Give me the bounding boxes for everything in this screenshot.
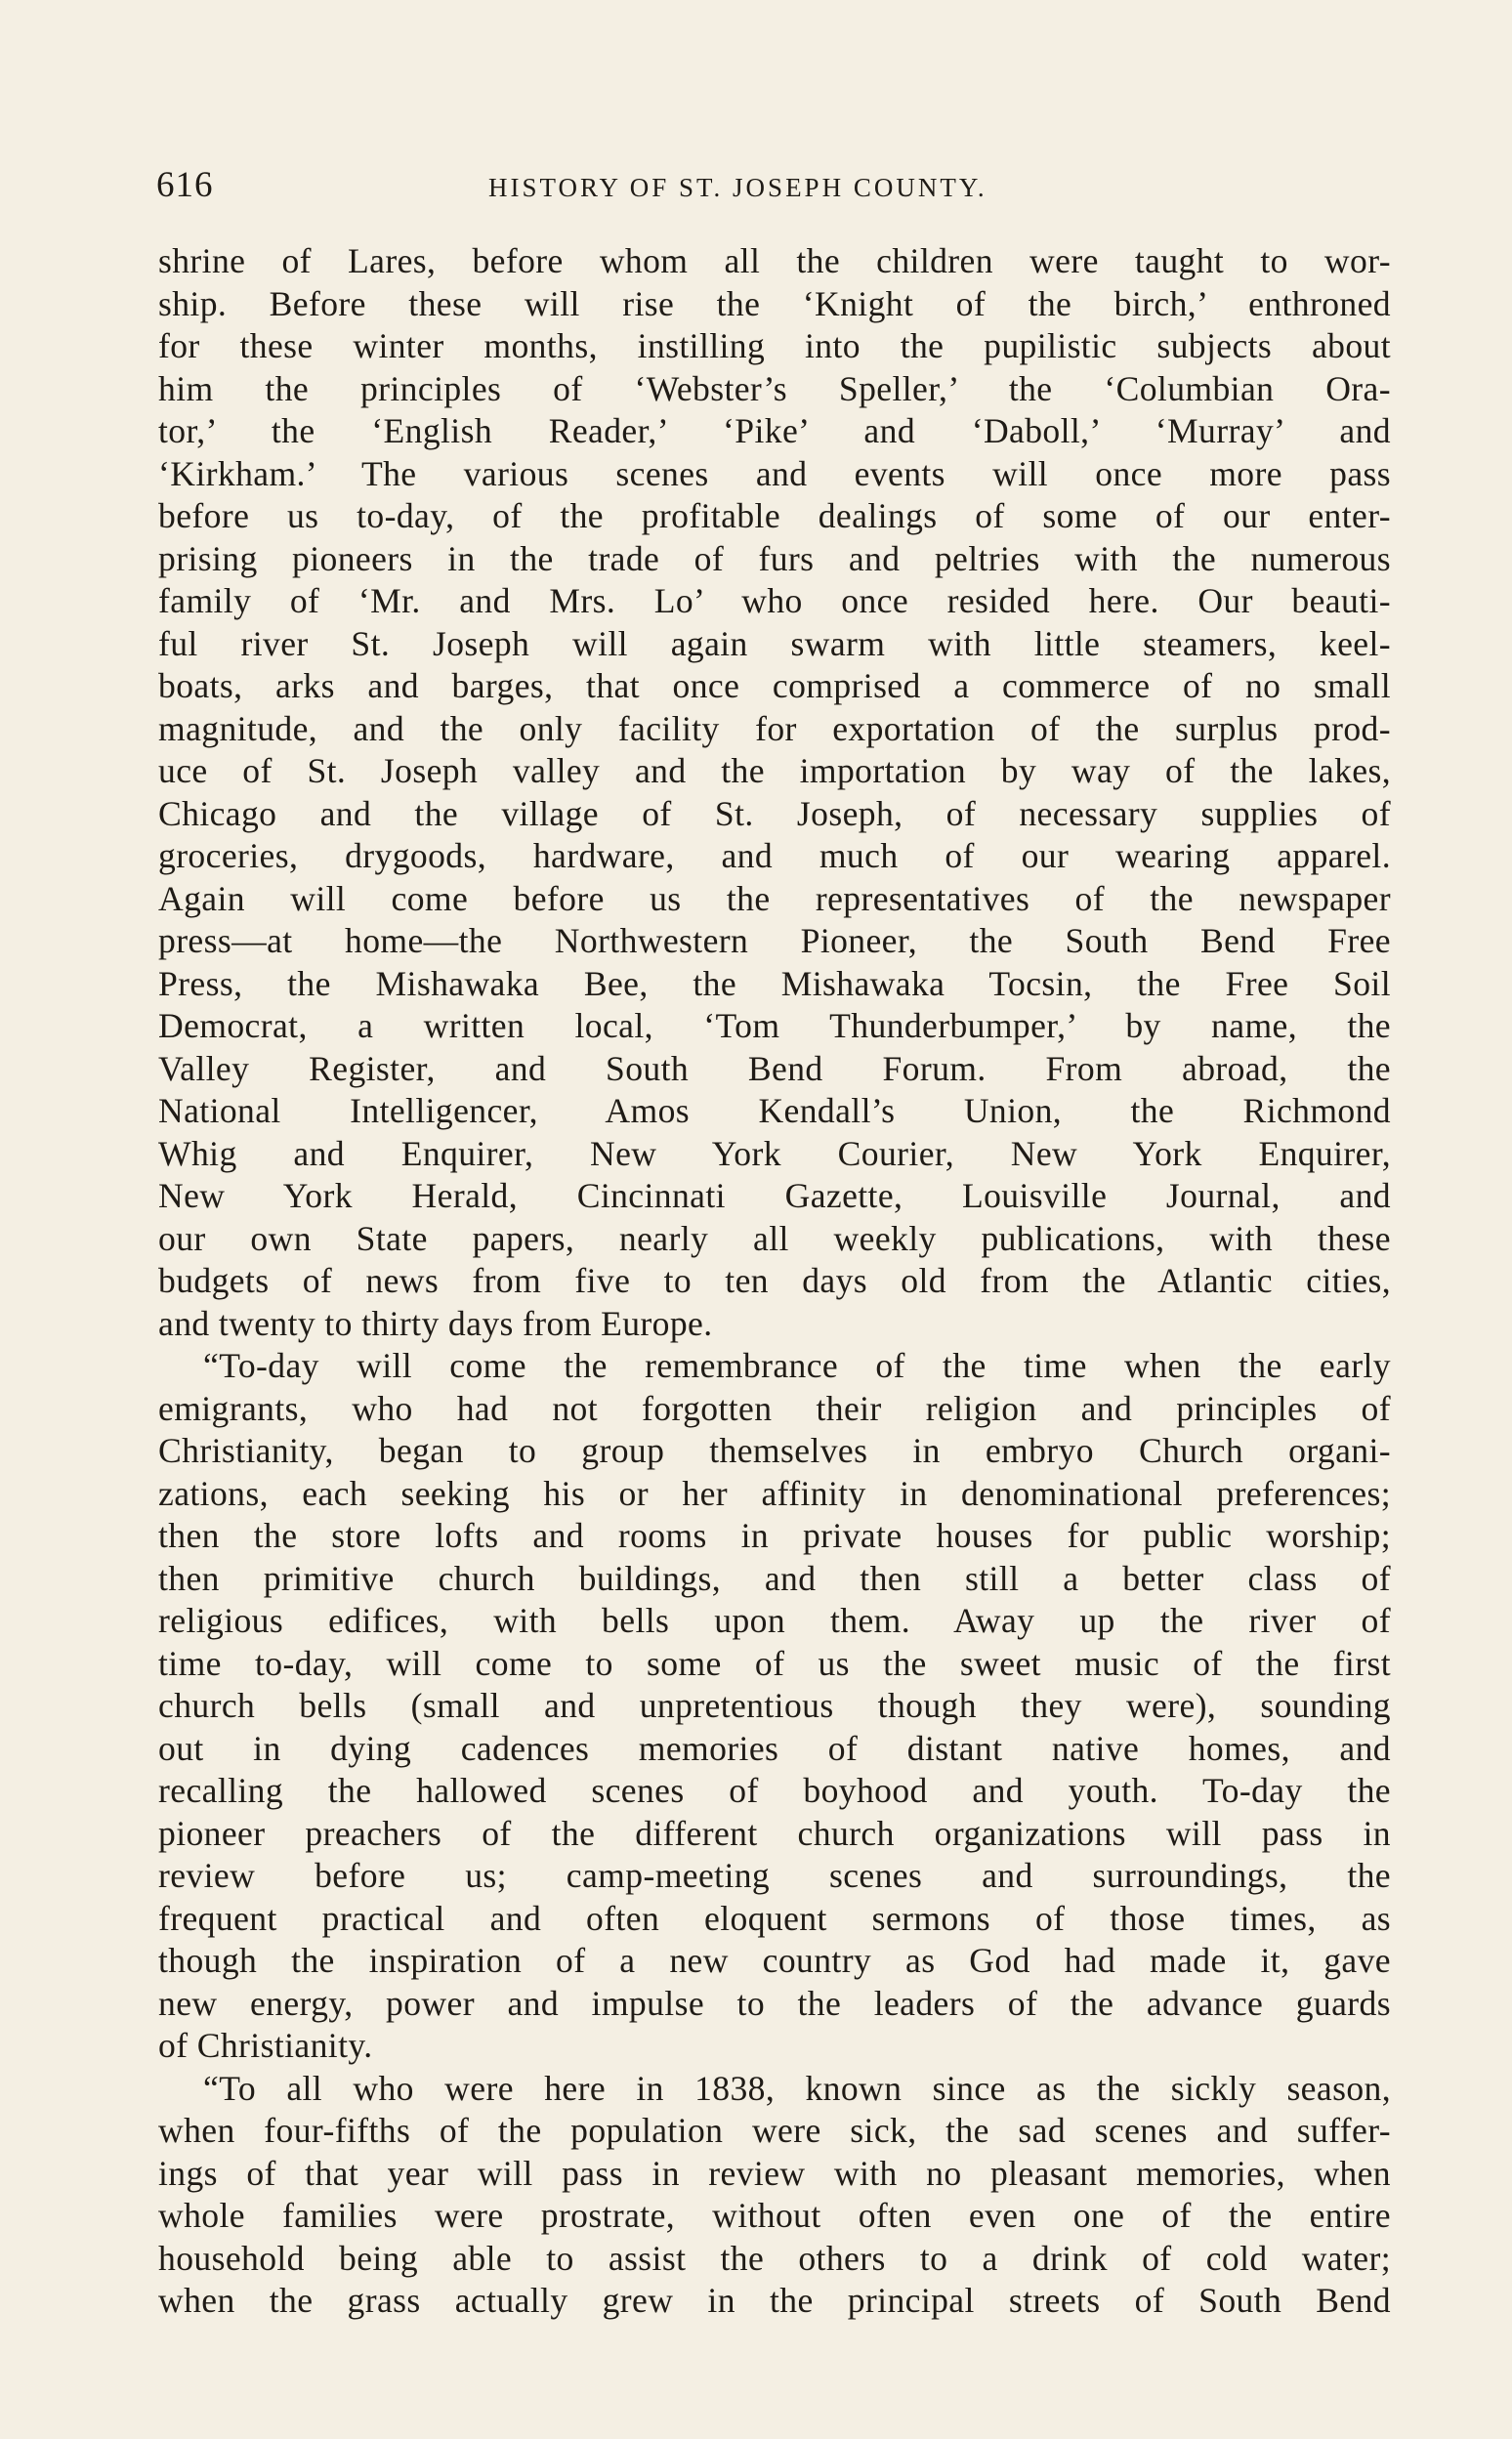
text-line: Again will come before us the representatives of the newspaper (158, 878, 1391, 918)
text-line: then primitive church buildings, and then still a better class of (158, 1558, 1391, 1598)
text-line: boats, arks and barges, that once comprised a commerce of no small (158, 666, 1391, 705)
text-line: Whig and Enquirer, New York Courier, New York Enquirer, (158, 1133, 1391, 1173)
text-line: magnitude, and the only facility for exportation of the surplus prod- (158, 708, 1391, 748)
text-line: press—at home—the Northwestern Pioneer, the South Bend Free (158, 921, 1391, 960)
running-head (156, 162, 1395, 209)
text-line: emigrants, who had not forgotten their religion and principles of (158, 1388, 1391, 1428)
text-line: when the grass actually grew in the principal streets of South Bend (158, 2281, 1391, 2320)
text-line: before us to-day, of the profitable dealings of some of our enter- (158, 496, 1391, 535)
text-line: family of ‘Mr. and Mrs. Lo’ who once resided here. Our beauti- (158, 581, 1391, 620)
text-line: ful river St. Joseph will again swarm with little steamers, keel- (158, 623, 1391, 663)
text-line: ship. Before these will rise the ‘Knight of the birch,’ enthroned (158, 283, 1391, 323)
text-line: church bells (small and unpretentious though they were), sounding (158, 1686, 1391, 1725)
text-line: Press, the Mishawaka Bee, the Mishawaka Tocsin, the Free Soil (158, 963, 1391, 1003)
text-line: our own State papers, nearly all weekly publications, with these (158, 1218, 1391, 1258)
text-line: zations, each seeking his or her affinity in denominational preferences; (158, 1473, 1391, 1513)
text-line: Valley Register, and South Bend Forum. From abroad, the (158, 1048, 1391, 1088)
text-line: prising pioneers in the trade of furs and peltries with the numerous (158, 538, 1391, 578)
text-line: for these winter months, instilling into the pupilistic subjects about (158, 326, 1391, 365)
text-line: out in dying cadences memories of distant native homes, and (158, 1728, 1391, 1768)
text-line: household being able to assist the others to a drink of cold water; (158, 2238, 1391, 2278)
paragraph-start-line: “To-day will come the remembrance of the time when the early (203, 1346, 1391, 1385)
text-line: tor,’ the ‘English Reader,’ ‘Pike’ and ‘Daboll,’ ‘Murray’ and (158, 411, 1391, 450)
text-line: Christianity, began to group themselves in embryo Church organi- (158, 1431, 1391, 1470)
paragraph-end-line: of Christianity. (158, 2026, 373, 2065)
paragraph-end-line: and twenty to thirty days from Europe. (158, 1303, 713, 1343)
text-line: whole families were prostrate, without often even one of the entire (158, 2196, 1391, 2235)
text-line: groceries, drygoods, hardware, and much of our wearing apparel. (158, 836, 1391, 875)
paragraph-start-line: “To all who were here in 1838, known since as the sickly season, (203, 2068, 1391, 2108)
text-line: though the inspiration of a new country as God had made it, gave (158, 1941, 1391, 1980)
text-line: uce of St. Joseph valley and the importation by way of the lakes, (158, 751, 1391, 790)
text-line: Chicago and the village of St. Joseph, of necessary supplies of (158, 793, 1391, 833)
text-line: religious edifices, with bells upon them. Away up the river of (158, 1601, 1391, 1640)
body-text (158, 240, 1391, 2323)
text-line: recalling the hallowed scenes of boyhood and youth. To-day the (158, 1771, 1391, 1810)
text-line: time to-day, will come to some of us the sweet music of the first (158, 1643, 1391, 1683)
text-line: New York Herald, Cincinnati Gazette, Louisville Journal, and (158, 1176, 1391, 1215)
text-line: him the principles of ‘Webster’s Speller,’ the ‘Columbian Ora- (158, 368, 1391, 408)
text-line: ‘Kirkham.’ The various scenes and events will once more pass (158, 453, 1391, 493)
text-line: shrine of Lares, before whom all the children were taught to wor- (158, 241, 1391, 280)
text-line: pioneer preachers of the different church organizations will pass in (158, 1813, 1391, 1853)
text-line: National Intelligencer, Amos Kendall’s Union, the Richmond (158, 1091, 1391, 1130)
text-line: Democrat, a written local, ‘Tom Thunderbumper,’ by name, the (158, 1006, 1391, 1045)
text-line: then the store lofts and rooms in private houses for public worship; (158, 1516, 1391, 1555)
text-line: review before us; camp-meeting scenes and surroundings, the (158, 1856, 1391, 1895)
text-line: budgets of news from five to ten days old from the Atlantic cities, (158, 1261, 1391, 1300)
running-title: HISTORY OF ST. JOSEPH COUNTY. (488, 173, 987, 202)
text-line: new energy, power and impulse to the leaders of the advance guards (158, 1983, 1391, 2023)
text-line: ings of that year will pass in review with no pleasant memories, when (158, 2153, 1391, 2193)
page-number: 616 (156, 165, 214, 205)
text-line: frequent practical and often eloquent sermons of those times, as (158, 1898, 1391, 1938)
text-line: when four-fifths of the population were sick, the sad scenes and suffer- (158, 2111, 1391, 2150)
